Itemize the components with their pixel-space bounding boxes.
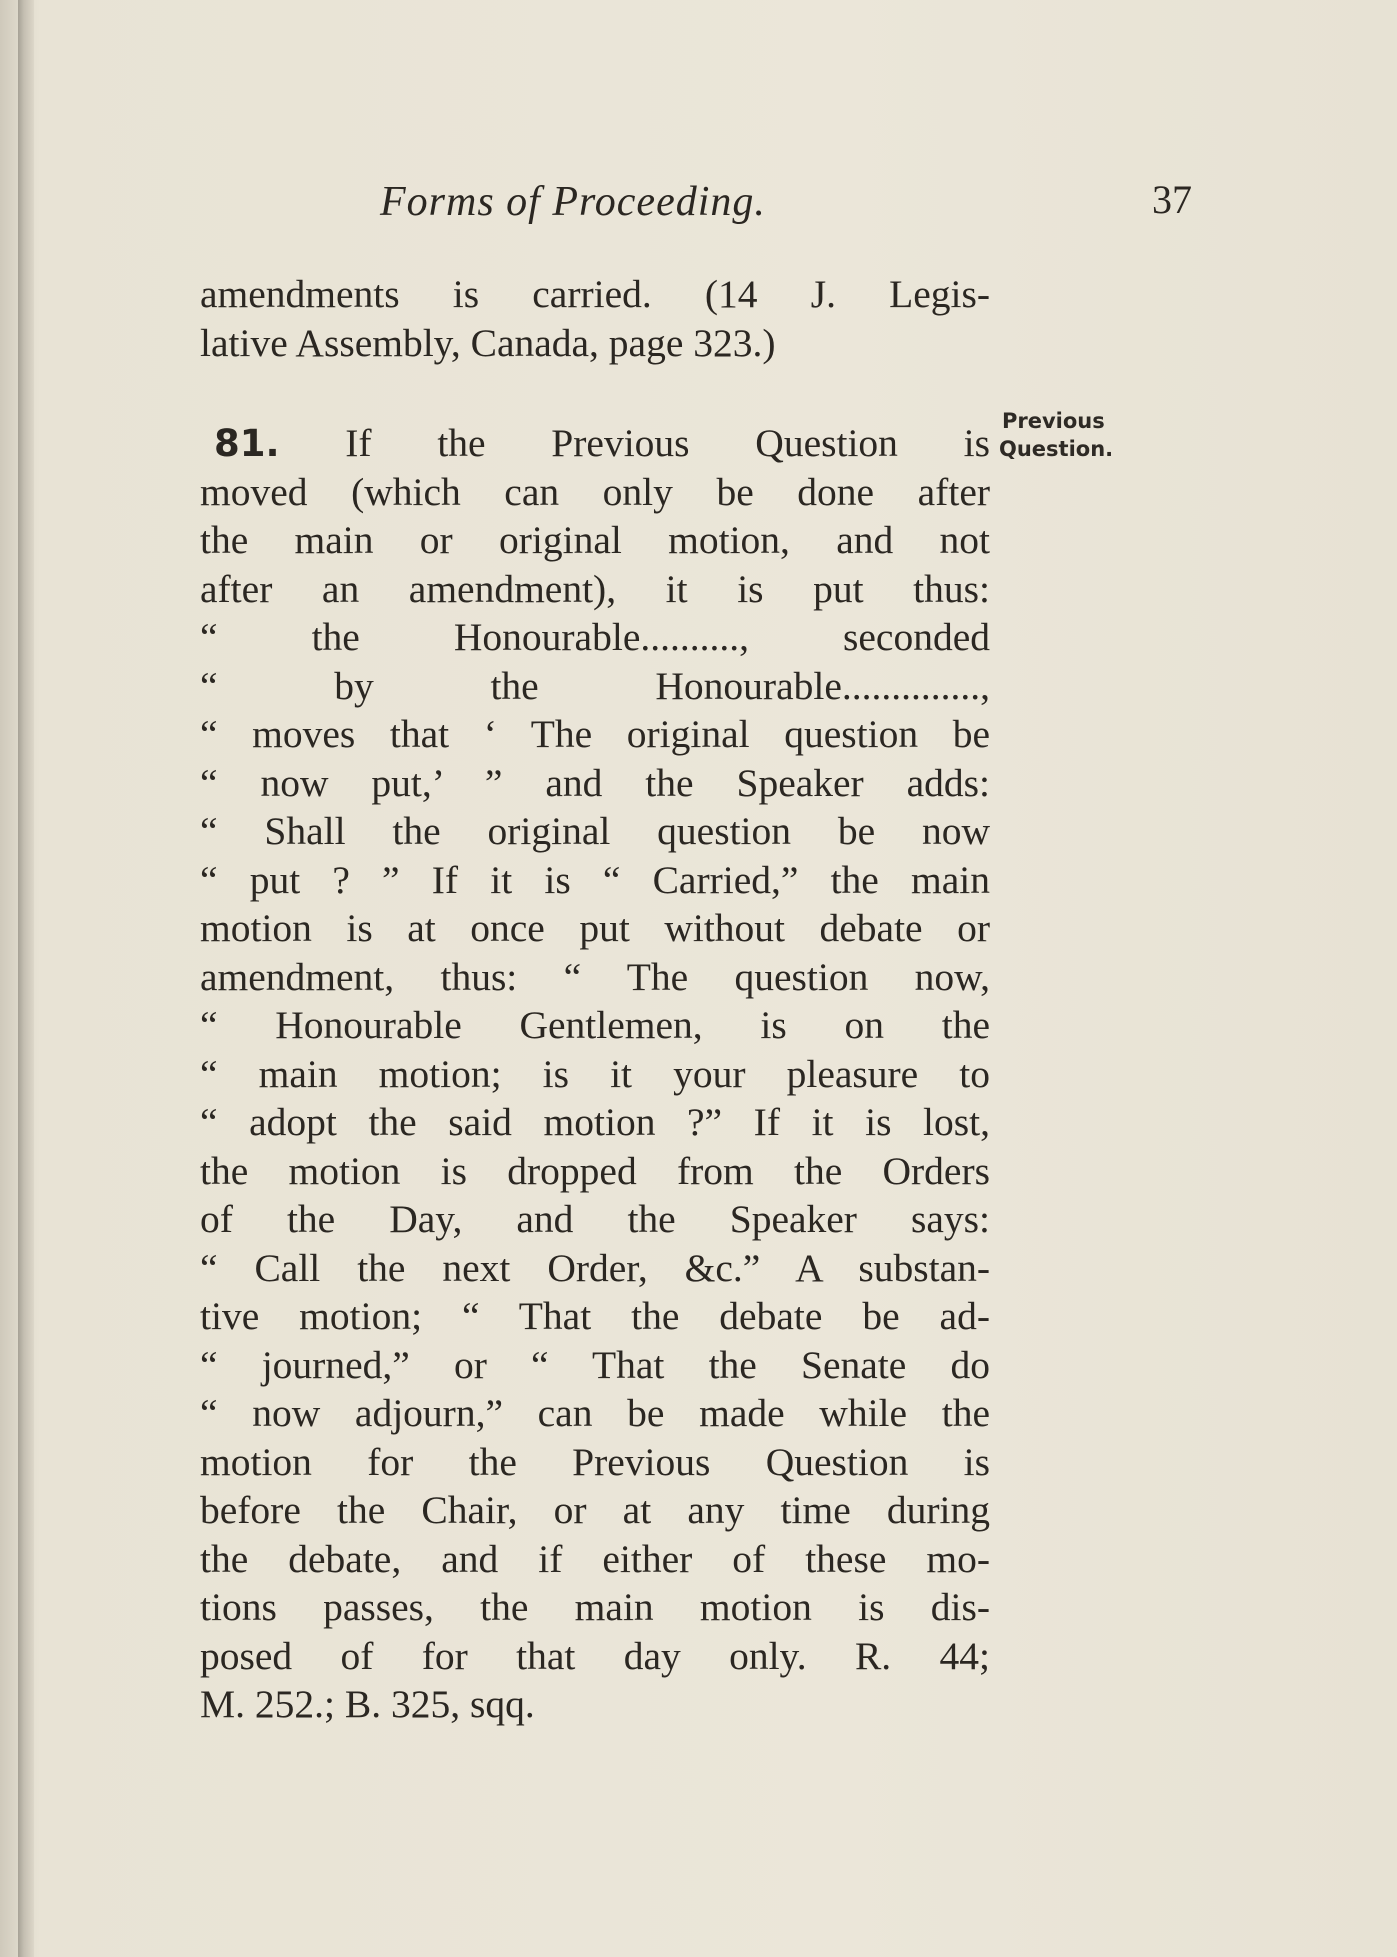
text-line: “ now put,’ ” and the Speaker adds:: [200, 760, 990, 805]
text-line: posed of for that day only. R. 44;: [200, 1633, 990, 1678]
text-line: amendments is carried. (14 J. Legis-: [200, 272, 990, 316]
text-line: “ adopt the said motion ?” If it is lost,: [200, 1100, 990, 1144]
text-line: “ journed,” or “ That the Senate do: [200, 1342, 990, 1387]
text-line: “ Honourable Gentlemen, is on the: [200, 1003, 990, 1047]
text-line: lative Assembly, Canada, page 323.): [200, 320, 776, 365]
text-line: of the Day, and the Speaker says:: [200, 1197, 990, 1241]
text-line: “ by the Honourable..............,: [200, 663, 990, 708]
text-line: before the Chair, or at any time during: [200, 1488, 990, 1532]
margin-note-line: Previous: [1002, 409, 1105, 433]
text-line: “ Shall the original question be now: [200, 809, 990, 853]
text-line: M. 252.; B. 325, sqq.: [200, 1682, 535, 1726]
paragraph-81: [200, 419, 990, 1729]
text-line: “ Call the next Order, &c.” A substan-: [200, 1245, 990, 1290]
paragraph-first-line-text: If the Previous Question is: [345, 421, 990, 465]
running-title: Forms of Proceeding.: [380, 179, 766, 225]
text-line: tive motion; “ That the debate be ad-: [200, 1294, 990, 1338]
text-line: “ now adjourn,” can be made while the: [200, 1391, 990, 1435]
body-text: [200, 270, 990, 1729]
text-line: the motion is dropped from the Orders: [200, 1148, 990, 1193]
paragraph-number: 81.: [214, 422, 280, 465]
running-head: [0, 178, 1397, 228]
binding-gutter: [18, 0, 34, 1957]
text-line: “ main motion; is it your pleasure to: [200, 1051, 990, 1096]
paragraph-first-line: [200, 419, 990, 468]
text-line: motion is at once put without debate or: [200, 906, 990, 950]
text-line: after an amendment), it is put thus:: [200, 566, 990, 611]
text-line: “ the Honourable.........., seconded: [200, 615, 990, 659]
page-number: 37: [1152, 177, 1192, 222]
text-line: “ put ? ” If it is “ Carried,” the main: [200, 857, 990, 902]
margin-note-line: Question.: [999, 437, 1114, 461]
paragraph-gap: [200, 367, 990, 419]
margin-note: [999, 407, 1114, 463]
text-line: the debate, and if either of these mo-: [200, 1536, 990, 1581]
text-line: motion for the Previous Question is: [200, 1439, 990, 1484]
text-line: tions passes, the main motion is dis-: [200, 1585, 990, 1629]
text-line: amendment, thus: “ The question now,: [200, 954, 990, 999]
text-line: the main or original motion, and not: [200, 518, 990, 562]
text-line: moved (which can only be done after: [200, 469, 990, 514]
text-line: “ moves that ‘ The original question be: [200, 712, 990, 756]
